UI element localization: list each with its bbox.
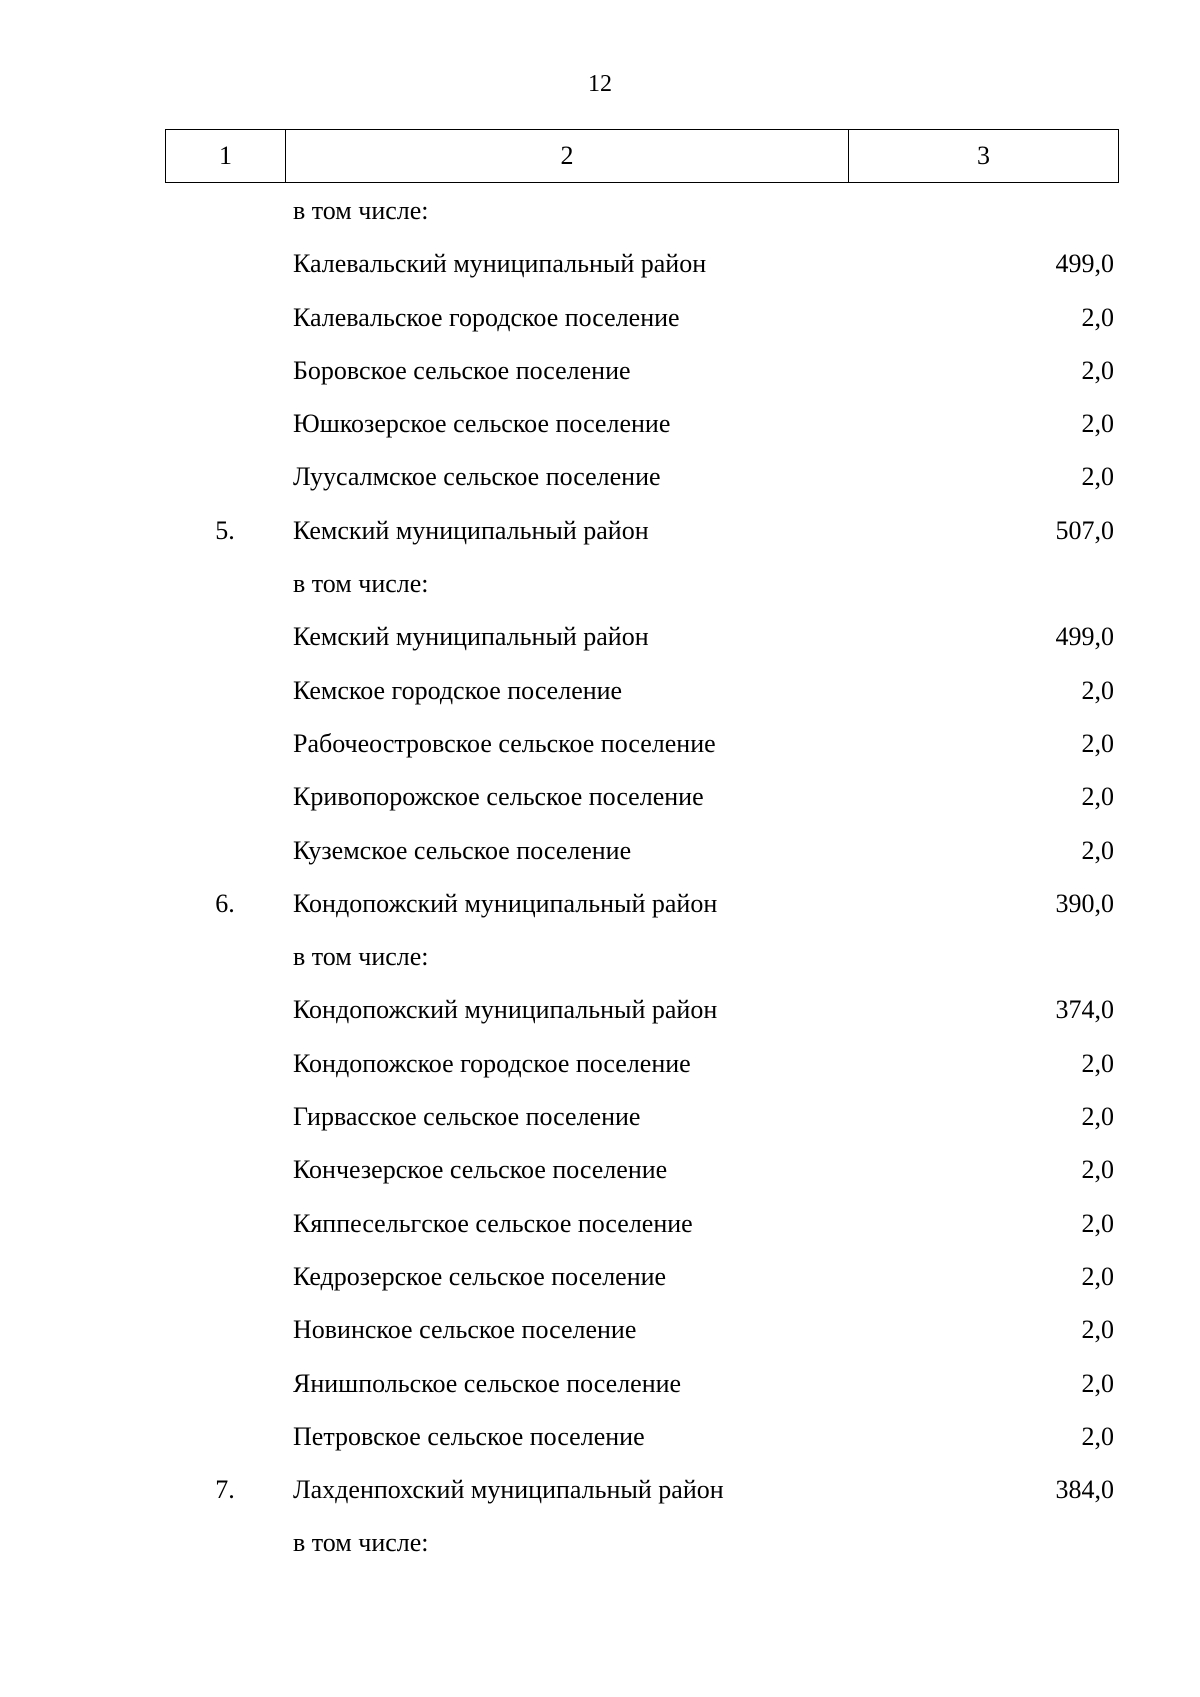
row-name: Калевальский муниципальный район: [293, 249, 707, 279]
row-name: Рабочеостровское сельское поселение: [293, 728, 716, 758]
row-value: 2,0: [1081, 1421, 1114, 1451]
table-row: [165, 717, 1118, 770]
header-col-2: 2: [286, 130, 849, 183]
row-name: Кривопорожское сельское поселение: [293, 782, 704, 812]
table-row: [165, 1303, 1118, 1356]
table-row: [165, 1197, 1118, 1250]
row-name: Кяппесельгское сельское поселение: [293, 1208, 693, 1238]
row-value: 2,0: [1081, 1315, 1114, 1345]
row-value: 507,0: [1055, 515, 1114, 545]
table-row: [165, 877, 1118, 930]
row-number: 5.: [215, 515, 235, 545]
table-row: [165, 291, 1118, 344]
table-row: [165, 344, 1118, 397]
table-row: [165, 450, 1118, 503]
table-row: [165, 184, 1118, 237]
row-value: 2,0: [1081, 835, 1114, 865]
table-row: [165, 983, 1118, 1036]
row-value: 499,0: [1055, 622, 1114, 652]
table-row: [165, 770, 1118, 823]
row-name: Боровское сельское поселение: [293, 355, 631, 385]
row-name: Кемское городское поселение: [293, 675, 623, 705]
table-row: [165, 397, 1118, 450]
row-name: Луусалмское сельское поселение: [293, 462, 661, 492]
row-name: Кемский муниципальный район: [293, 515, 649, 545]
row-value: 2,0: [1081, 1155, 1114, 1185]
table-row: [165, 504, 1118, 557]
row-name: Юшкозерское сельское поселение: [293, 409, 671, 439]
table-row: [165, 237, 1118, 290]
row-name: Янишпольское сельское поселение: [293, 1368, 682, 1398]
table-row: [165, 1516, 1118, 1569]
row-value: 2,0: [1081, 409, 1114, 439]
row-value: 374,0: [1055, 995, 1114, 1025]
row-name: Кедрозерское сельское поселение: [293, 1261, 667, 1291]
table-row: [165, 930, 1118, 983]
table-header: [165, 129, 1119, 183]
row-value: 2,0: [1081, 355, 1114, 385]
row-value: 384,0: [1055, 1475, 1114, 1505]
row-name: в том числе:: [293, 942, 429, 972]
table-row: [165, 1090, 1118, 1143]
row-value: 2,0: [1081, 462, 1114, 492]
table-row: [165, 664, 1118, 717]
row-name: Лахденпохский муниципальный район: [293, 1475, 724, 1505]
row-value: 2,0: [1081, 728, 1114, 758]
row-name: Новинское сельское поселение: [293, 1315, 637, 1345]
row-name: Кемский муниципальный район: [293, 622, 649, 652]
row-value: 2,0: [1081, 1048, 1114, 1078]
row-number: 6.: [215, 888, 235, 918]
page-number: 12: [588, 71, 612, 97]
table-row: [165, 1037, 1118, 1090]
table-row: [165, 610, 1118, 663]
row-name: в том числе:: [293, 569, 429, 599]
row-name: Кондопожский муниципальный район: [293, 995, 718, 1025]
row-name: Петровское сельское поселение: [293, 1421, 645, 1451]
table-row: [165, 1357, 1118, 1410]
row-name: Гирвасское сельское поселение: [293, 1102, 641, 1132]
row-name: Куземское сельское поселение: [293, 835, 632, 865]
row-value: 2,0: [1081, 302, 1114, 332]
row-value: 2,0: [1081, 1368, 1114, 1398]
header-col-1: 1: [166, 130, 286, 183]
table-row: [165, 1463, 1118, 1516]
row-name: Кондопожское городское поселение: [293, 1048, 691, 1078]
row-value: 2,0: [1081, 1102, 1114, 1132]
row-name: в том числе:: [293, 196, 429, 225]
row-value: 2,0: [1081, 782, 1114, 812]
table-row: [165, 1143, 1118, 1196]
row-value: 2,0: [1081, 1261, 1114, 1291]
row-value: 2,0: [1081, 675, 1114, 705]
table-header-row: [166, 130, 1119, 183]
row-value: 390,0: [1055, 888, 1114, 918]
row-value: 2,0: [1081, 1208, 1114, 1238]
row-name: в том числе:: [293, 1528, 429, 1558]
row-value: 499,0: [1055, 249, 1114, 279]
row-name: Калевальское городское поселение: [293, 302, 680, 332]
header-col-3: 3: [849, 130, 1119, 183]
table-row: [165, 1410, 1118, 1463]
table-body: [165, 184, 1118, 1570]
row-number: 7.: [215, 1475, 235, 1505]
row-name: Кончезерское сельское поселение: [293, 1155, 668, 1185]
table-row: [165, 824, 1118, 877]
row-name: Кондопожский муниципальный район: [293, 888, 718, 918]
table-row: [165, 557, 1118, 610]
table-row: [165, 1250, 1118, 1303]
